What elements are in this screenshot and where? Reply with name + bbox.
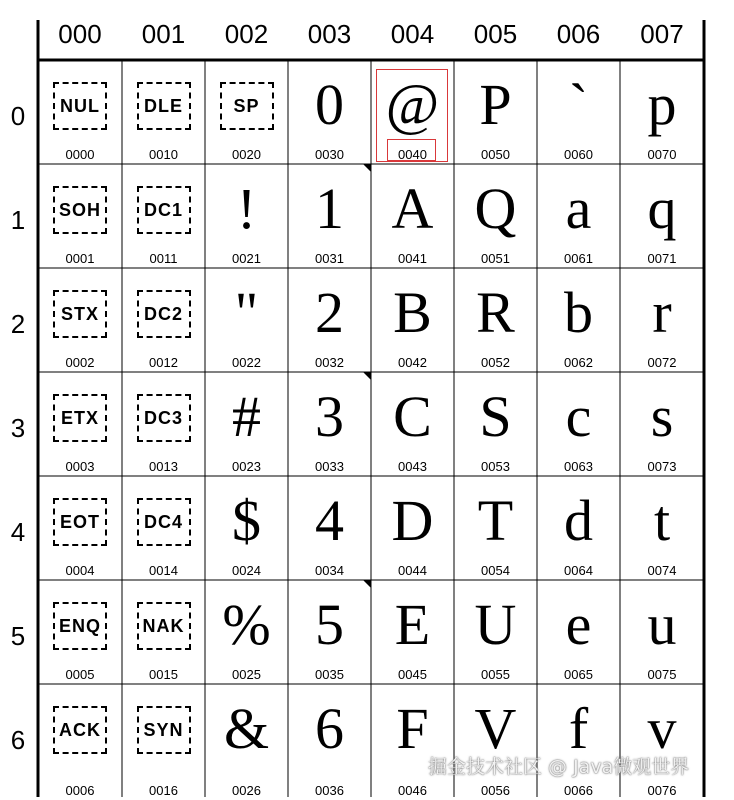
- character-cell: [454, 372, 537, 476]
- character-glyph: U: [474, 592, 517, 657]
- character-glyph: 0: [315, 72, 344, 137]
- code-point-label: 0042: [398, 355, 427, 370]
- character-glyph: &: [223, 696, 270, 761]
- character-cell: [620, 164, 704, 268]
- code-point-label: 0003: [65, 459, 95, 474]
- character-cell: [38, 268, 122, 372]
- character-glyph: b: [564, 280, 593, 345]
- character-cell: [454, 164, 537, 268]
- character-cell: [38, 60, 122, 164]
- code-point-label: 0020: [232, 147, 261, 162]
- watermark: 掘金技术社区 @ Java微观世界: [428, 756, 690, 778]
- row-header: 6: [10, 725, 26, 755]
- character-cell: [620, 580, 704, 684]
- code-point-label: 0040: [398, 147, 427, 162]
- control-char-box: DC1: [137, 186, 191, 234]
- code-point-label: 0002: [65, 355, 95, 370]
- character-glyph: v: [647, 696, 677, 761]
- character-cell: [537, 372, 620, 476]
- control-char-box: DLE: [137, 82, 191, 130]
- character-glyph: A: [391, 176, 434, 241]
- character-cell: [122, 268, 205, 372]
- character-cell: [288, 60, 371, 164]
- character-glyph: 3: [315, 384, 344, 449]
- character-glyph: @: [385, 72, 440, 137]
- row-header: 5: [10, 621, 26, 651]
- character-cell: [454, 476, 537, 580]
- character-cell: [288, 476, 371, 580]
- code-point-label: 0000: [65, 147, 95, 162]
- character-glyph: $: [232, 488, 261, 553]
- character-cell: [122, 476, 205, 580]
- character-glyph: 1: [315, 176, 344, 241]
- character-cell: [454, 60, 537, 164]
- code-point-label: 0034: [315, 563, 344, 578]
- control-char-box: NAK: [137, 602, 191, 650]
- character-cell: [122, 60, 205, 164]
- character-cell: [38, 372, 122, 476]
- character-cell: [454, 684, 537, 800]
- character-cell: [205, 580, 288, 684]
- code-point-label: 0023: [232, 459, 261, 474]
- code-point-label: 0024: [232, 563, 261, 578]
- character-glyph: P: [479, 72, 512, 137]
- character-cell: [122, 372, 205, 476]
- code-point-label: 0006: [65, 783, 95, 798]
- code-point-label: 0073: [647, 459, 677, 474]
- row-header: 2: [10, 309, 26, 339]
- code-point-label: 0070: [647, 147, 677, 162]
- code-point-label: 0072: [647, 355, 677, 370]
- code-point-label: 0055: [481, 667, 510, 682]
- character-cell: [454, 268, 537, 372]
- character-cell: [620, 268, 704, 372]
- character-glyph: C: [393, 384, 432, 449]
- control-char-box: SYN: [137, 706, 191, 754]
- character-glyph: p: [647, 72, 677, 137]
- code-point-label: 0051: [481, 251, 510, 266]
- character-cell: [205, 60, 288, 164]
- character-cell: [620, 372, 704, 476]
- code-point-label: 0076: [647, 783, 677, 798]
- character-cell: [288, 372, 371, 476]
- character-cell: [38, 164, 122, 268]
- character-cell: [371, 684, 454, 800]
- code-point-label: 0035: [315, 667, 344, 682]
- character-glyph: f: [568, 696, 589, 761]
- control-char-box: SP: [220, 82, 274, 130]
- code-point-label: 0016: [149, 783, 178, 798]
- column-header: 000: [58, 19, 102, 49]
- control-char-box: EOT: [53, 498, 107, 546]
- character-cell: [122, 580, 205, 684]
- code-point-label: 0013: [149, 459, 178, 474]
- code-point-label: 0045: [398, 667, 427, 682]
- code-point-label: 0015: [149, 667, 178, 682]
- control-char-box: ENQ: [53, 602, 107, 650]
- character-cell: [205, 164, 288, 268]
- control-char-box: DC3: [137, 394, 191, 442]
- character-glyph: 5: [315, 592, 344, 657]
- character-glyph: B: [393, 280, 432, 345]
- code-point-label: 0021: [232, 251, 261, 266]
- row-header: 3: [10, 413, 26, 443]
- character-cell: [205, 372, 288, 476]
- code-point-label: 0005: [65, 667, 95, 682]
- character-cell: [537, 60, 620, 164]
- character-cell: [620, 684, 704, 800]
- code-point-label: 0025: [232, 667, 261, 682]
- character-glyph: 4: [315, 488, 344, 553]
- code-point-label: 0022: [232, 355, 261, 370]
- code-highlight-box: [387, 139, 436, 161]
- code-point-label: 0041: [398, 251, 427, 266]
- code-point-label: 0060: [564, 147, 593, 162]
- code-point-label: 0061: [564, 251, 593, 266]
- character-cell: [537, 580, 620, 684]
- character-cell: [537, 476, 620, 580]
- character-cell: [205, 476, 288, 580]
- character-glyph: a: [565, 176, 592, 241]
- column-header: 005: [473, 19, 518, 49]
- character-cell: [537, 684, 620, 800]
- control-char-box: ACK: [53, 706, 107, 754]
- code-point-label: 0062: [564, 355, 593, 370]
- character-glyph: `: [568, 72, 589, 137]
- code-point-label: 0066: [564, 783, 593, 798]
- code-point-label: 0033: [315, 459, 344, 474]
- character-cell: [371, 476, 454, 580]
- code-point-label: 0046: [398, 783, 427, 798]
- character-cell: [371, 164, 454, 268]
- character-glyph: %: [222, 592, 271, 657]
- character-glyph: D: [391, 488, 434, 553]
- character-glyph: q: [647, 176, 677, 241]
- character-cell: [288, 684, 371, 800]
- control-char-box: DC2: [137, 290, 191, 338]
- column-header: 006: [556, 19, 601, 49]
- character-glyph: V: [474, 696, 517, 761]
- code-point-label: 0030: [315, 147, 344, 162]
- code-point-label: 0036: [315, 783, 344, 798]
- code-point-label: 0074: [647, 563, 677, 578]
- character-glyph: u: [647, 592, 677, 657]
- character-cell: [371, 580, 454, 684]
- character-glyph: #: [232, 384, 261, 449]
- character-cell: [38, 684, 122, 800]
- character-cell: [205, 684, 288, 800]
- column-header: 001: [141, 19, 186, 49]
- character-cell: [371, 372, 454, 476]
- column-header: 004: [390, 19, 435, 49]
- character-cell: [537, 164, 620, 268]
- character-cell: [288, 164, 371, 268]
- character-glyph: R: [476, 280, 515, 345]
- control-char-box: SOH: [53, 186, 107, 234]
- character-cell: [620, 60, 704, 164]
- character-cell: [288, 580, 371, 684]
- code-point-label: 0010: [149, 147, 178, 162]
- code-point-label: 0053: [481, 459, 510, 474]
- column-header: 002: [224, 19, 269, 49]
- control-char-box: STX: [53, 290, 107, 338]
- code-point-label: 0032: [315, 355, 344, 370]
- code-point-label: 0052: [481, 355, 510, 370]
- code-point-label: 0065: [564, 667, 593, 682]
- code-point-label: 0064: [564, 563, 593, 578]
- character-cell: [122, 164, 205, 268]
- character-glyph: T: [477, 488, 514, 553]
- character-cell: [371, 60, 454, 164]
- row-header: 0: [10, 101, 26, 131]
- code-point-label: 0001: [65, 251, 95, 266]
- code-point-label: 0056: [481, 783, 510, 798]
- code-point-label: 0044: [398, 563, 427, 578]
- character-glyph: ": [234, 280, 259, 345]
- row-header: 1: [10, 205, 26, 235]
- character-glyph: S: [479, 384, 512, 449]
- character-glyph: Q: [474, 176, 517, 241]
- character-cell: [38, 580, 122, 684]
- column-header: 007: [640, 19, 684, 49]
- character-cell: [288, 268, 371, 372]
- code-point-label: 0031: [315, 251, 344, 266]
- character-glyph: E: [394, 592, 431, 657]
- code-point-label: 0043: [398, 459, 427, 474]
- code-point-label: 0075: [647, 667, 677, 682]
- character-glyph: 2: [315, 280, 344, 345]
- code-point-label: 0026: [232, 783, 261, 798]
- character-glyph: s: [650, 384, 674, 449]
- character-glyph: F: [396, 696, 429, 761]
- character-glyph: r: [652, 280, 672, 345]
- character-glyph: 6: [315, 696, 344, 761]
- control-char-box: DC4: [137, 498, 191, 546]
- character-cell: [371, 268, 454, 372]
- code-point-label: 0011: [149, 251, 178, 266]
- character-glyph: c: [565, 384, 592, 449]
- character-cell: [38, 476, 122, 580]
- code-point-label: 0063: [564, 459, 593, 474]
- row-header: 4: [10, 517, 26, 547]
- code-point-label: 0071: [647, 251, 677, 266]
- code-point-label: 0004: [65, 563, 95, 578]
- control-char-box: NUL: [53, 82, 107, 130]
- character-cell: [122, 684, 205, 800]
- character-glyph: d: [564, 488, 593, 553]
- character-cell: [620, 476, 704, 580]
- character-glyph: !: [236, 176, 257, 241]
- character-cell: [205, 268, 288, 372]
- code-point-label: 0014: [149, 563, 178, 578]
- character-glyph: e: [565, 592, 592, 657]
- character-cell: [537, 268, 620, 372]
- character-glyph: t: [653, 488, 671, 553]
- code-point-label: 0054: [481, 563, 510, 578]
- column-header: 003: [307, 19, 352, 49]
- character-cell: [454, 580, 537, 684]
- code-point-label: 0050: [481, 147, 510, 162]
- code-point-label: 0012: [149, 355, 178, 370]
- control-char-box: ETX: [53, 394, 107, 442]
